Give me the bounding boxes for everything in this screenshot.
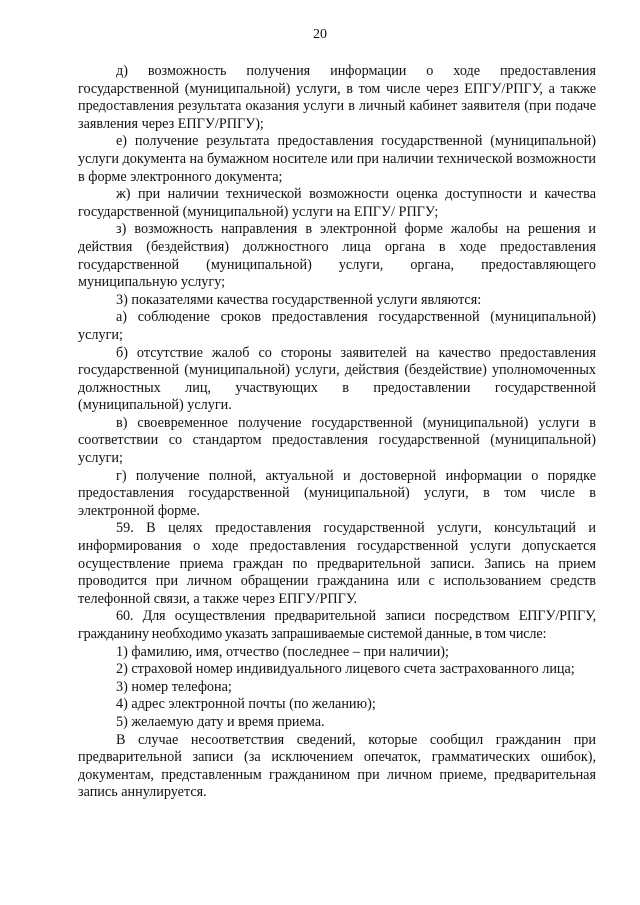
paragraph-e-paper-result: е) получение результата предоставления государственной (муниципальной) услуги документа на бумажном носителе или при наличии технической возможности в форме электронного документа; xyxy=(78,133,596,185)
paragraph-zh-quality-rating: ж) при наличии технической возможности оценка доступности и качества государственной (муниципальной) услуги на ЕПГУ/ РПГУ; xyxy=(78,186,596,220)
paragraph-b-no-complaints: б) отсутствие жалоб со стороны заявителей на качество предоставления государственной (муниципальной) услуги, действия (бездействие) уполномоченных должностных лиц, участвующих в предоставлении государственной (муниципальной) услуги. xyxy=(78,344,596,414)
paragraph-quality-indicators: 3) показателями качества государственной услуги являются: xyxy=(116,291,482,308)
paragraph-60-online-appointment: 60. Для осуществления предварительной записи посредством ЕПГУ/РПГУ, гражданину необходимо указать запрашиваемые системой данные, в том числе: xyxy=(78,608,596,642)
paragraph-a-deadlines: а) соблюдение сроков предоставления государственной (муниципальной) услуги; xyxy=(78,309,596,343)
paragraph-d-status-info: д) возможность получения информации о ходе предоставления государственной (муниципальной) услуги, в том числе через ЕПГУ/РПГУ, а также предоставления результата оказания услуги в личный кабинет заявителя (при подаче заявления через ЕПГУ/РПГУ); xyxy=(78,63,596,132)
page-number: 20 xyxy=(313,27,327,42)
list-item-phone: 3) номер телефона; xyxy=(116,678,232,695)
list-item-full-name: 1) фамилию, имя, отчество (последнее – при наличии); xyxy=(116,643,449,660)
list-item-email: 4) адрес электронной почты (по желанию); xyxy=(116,696,376,713)
document-body xyxy=(78,63,596,802)
paragraph-mismatch-cancellation: В случае несоответствия сведений, которые сообщил гражданин при предварительной записи (за исключением опечаток, грамматических ошибок), документам, представленным гражданином при личном приеме, предварительная запись аннулируется. xyxy=(78,731,596,801)
paragraph-z-electronic-complaint: з) возможность направления в электронной форме жалобы на решения и действия (бездействия) должностного лица органа в ходе предоставления государственной (муниципальной) услуги, органа, предоставляющего муниципальную услугу; xyxy=(78,221,596,291)
paragraph-g-full-information: г) получение полной, актуальной и достоверной информации о порядке предоставления государственной (муниципальной) услуги, в том числе в электронной форме. xyxy=(78,467,596,519)
paragraph-59-appointment: 59. В целях предоставления государственной услуги, консультаций и информирования о ходе предоставления государственной услуги допускается осуществление приема граждан по предварительной записи. Запись на прием проводится при личном обращении гражданина или с использованием средств телефонной связи, а также через ЕПГУ/РПГУ. xyxy=(78,520,596,607)
list-item-date-time: 5) желаемую дату и время приема. xyxy=(116,713,325,730)
list-item-snils: 2) страховой номер индивидуального лицевого счета застрахованного лица; xyxy=(116,661,575,678)
paragraph-v-timely-service: в) своевременное получение государственной (муниципальной) услуги в соответствии со стандартом предоставления государственной (муниципальной) услуги; xyxy=(78,414,596,467)
